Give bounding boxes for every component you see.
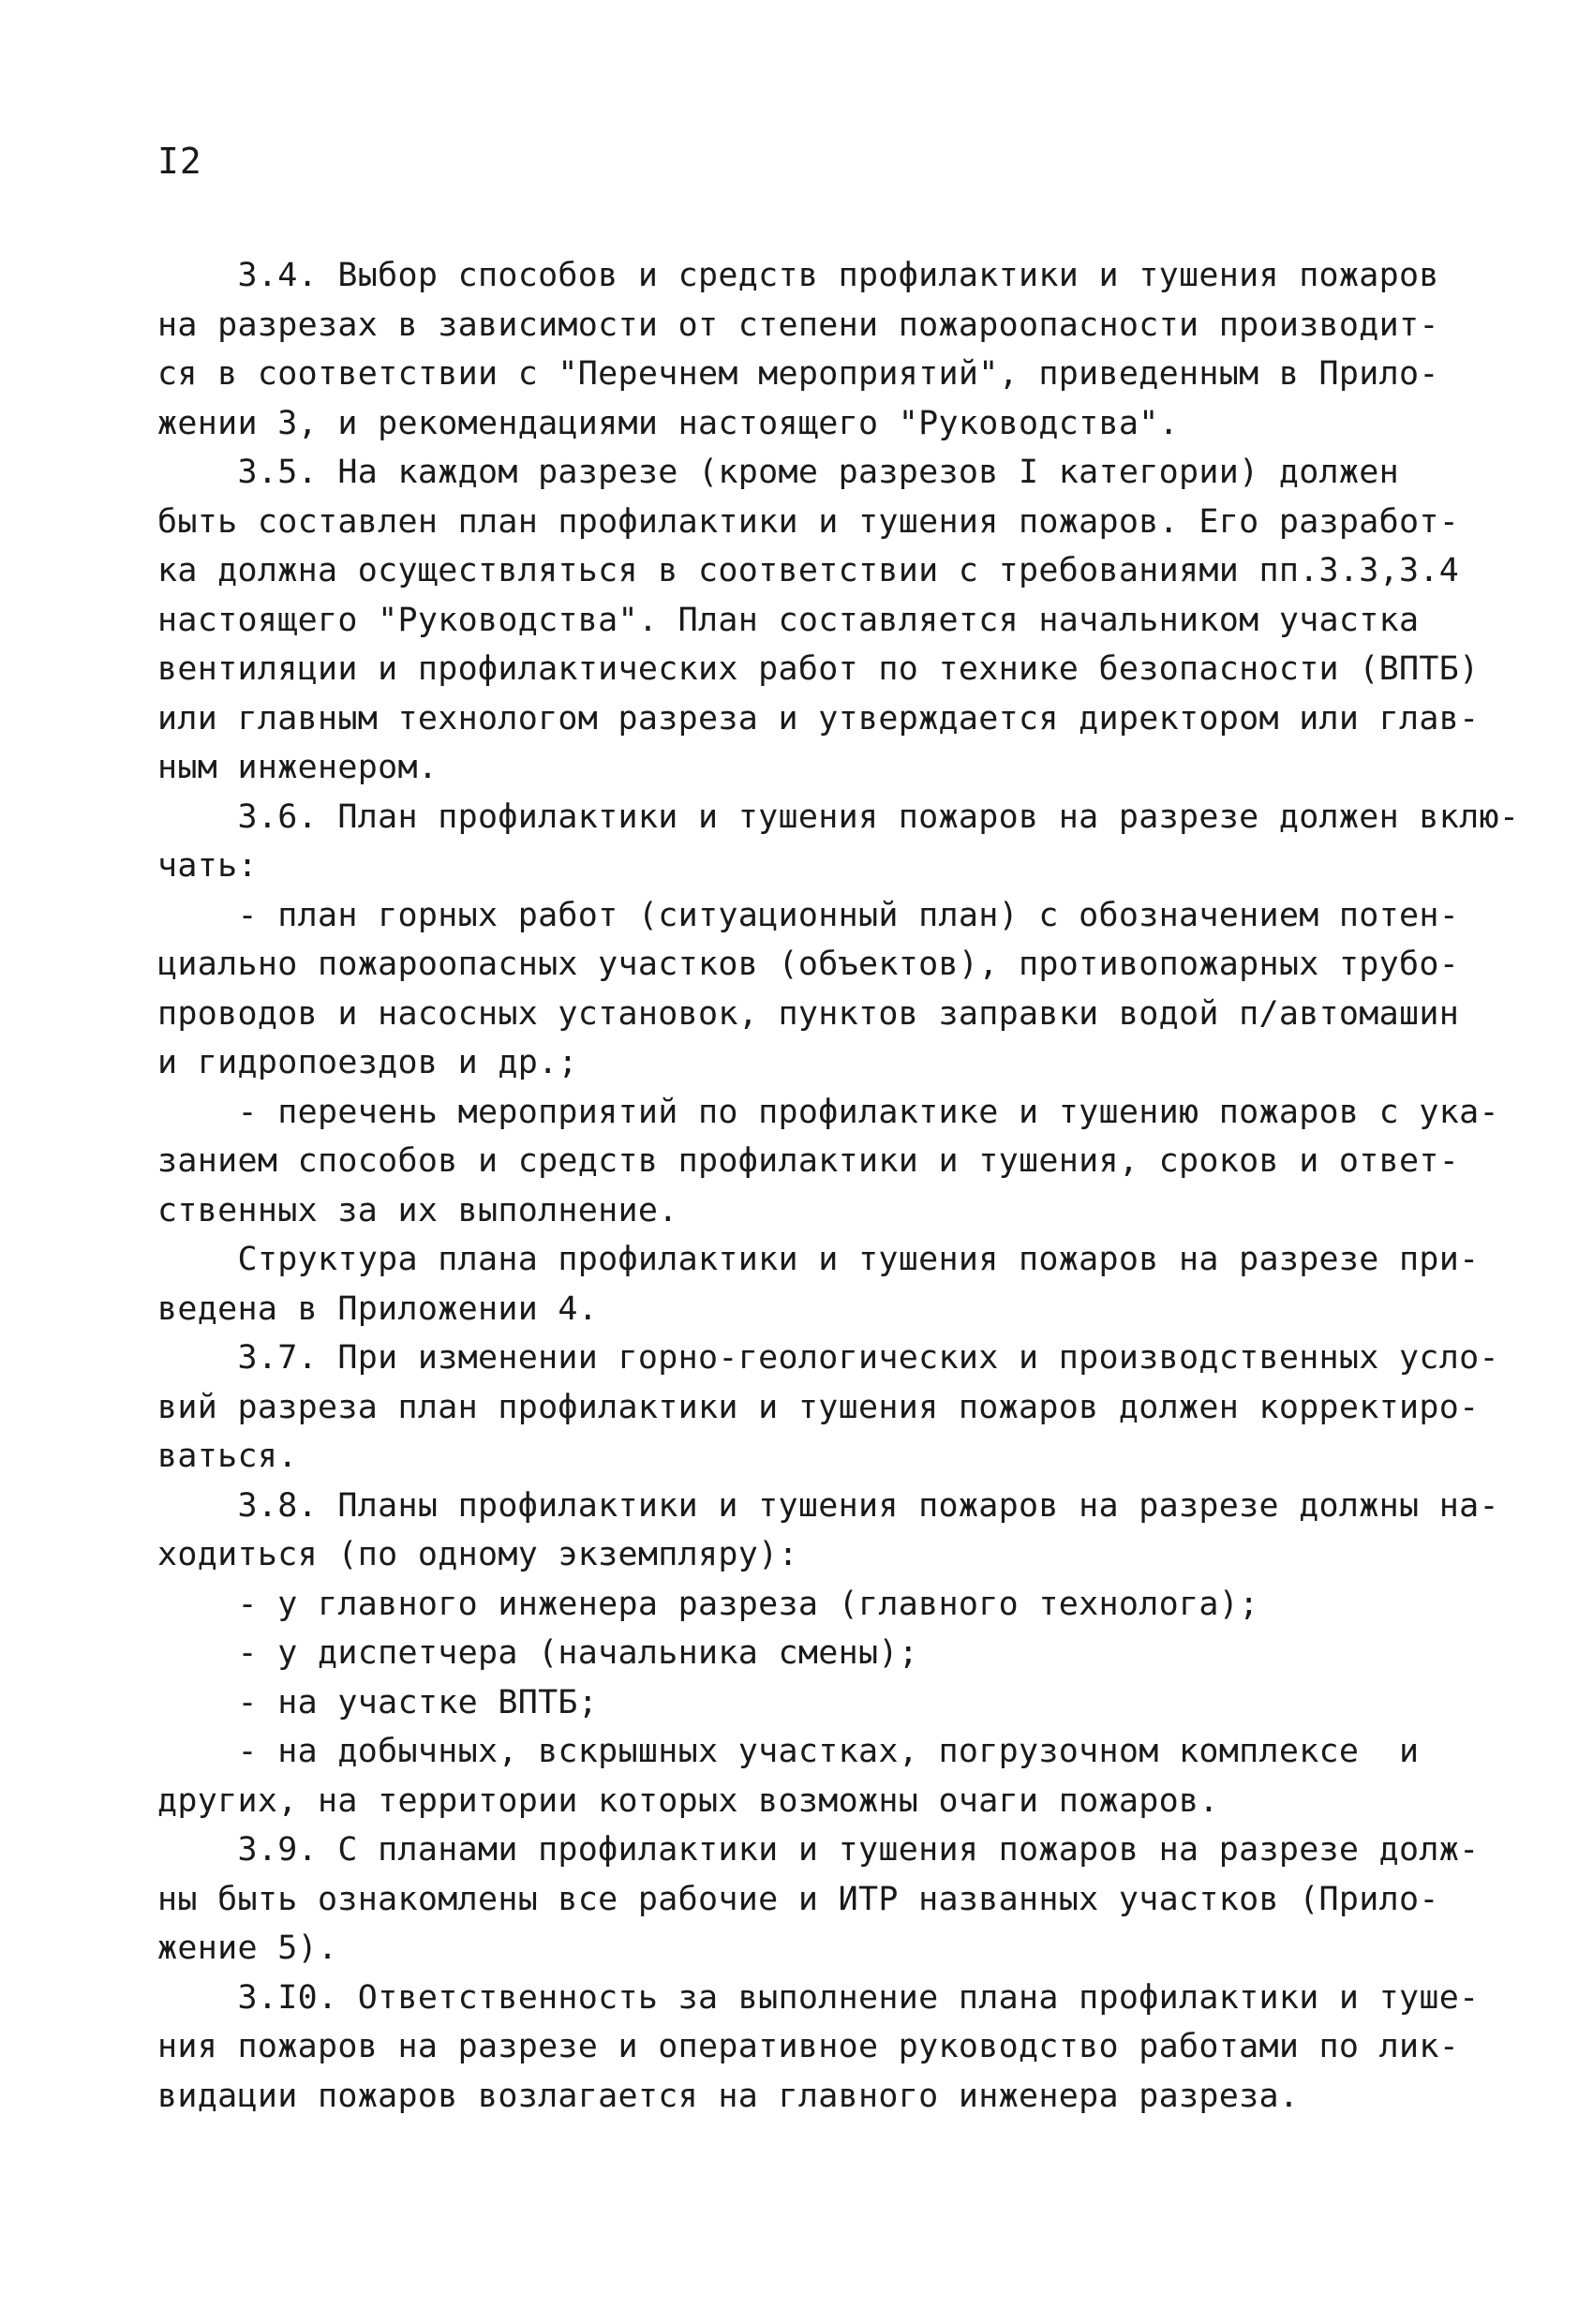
text-line: жение 5).	[157, 1929, 338, 1967]
text-line: вий разреза план профилактики и тушения пожаров должен корректиро-	[157, 1388, 1480, 1426]
text-line: 3.9. С планами профилактики и тушения пожаров на разрезе долж-	[157, 1831, 1480, 1869]
text-line: - у главного инженера разреза (главного технолога);	[157, 1585, 1259, 1623]
text-line: 3.8. Планы профилактики и тушения пожаров на разрезе должны на-	[157, 1486, 1499, 1525]
text-line: ния пожаров на разрезе и оперативное руководство работами по лик-	[157, 2028, 1460, 2065]
text-line: циально пожароопасных участков (объектов), противопожарных трубо-	[157, 946, 1460, 983]
text-line: ны быть ознакомлены все рабочие и ИТР названных участков (Прило-	[157, 1880, 1439, 1918]
text-line: чать:	[157, 847, 258, 885]
text-line: на разрезах в зависимости от степени пожароопасности производит-	[157, 305, 1439, 344]
text-line: или главным технологом разреза и утверждается директором или глав-	[157, 699, 1480, 737]
text-line: ходиться (по одному экземпляру):	[157, 1536, 798, 1573]
text-line: ваться.	[157, 1438, 298, 1475]
text-line: других, на территории которых возможны очаги пожаров.	[157, 1781, 1219, 1820]
text-line: 3.7. При изменении горно-геологических и производственных усло-	[157, 1339, 1499, 1377]
text-line: - на участке ВПТБ;	[157, 1683, 599, 1721]
text-line: 3.6. План профилактики и тушения пожаров на разрезе должен вклю-	[157, 797, 1520, 836]
text-line: ственных за их выполнение.	[157, 1191, 678, 1229]
text-line: ведена в Приложении 4.	[157, 1289, 599, 1328]
text-line: занием способов и средств профилактики и тушения, сроков и ответ-	[157, 1142, 1460, 1180]
text-line: - на добычных, вскрышных участках, погрузочном комплексе и	[157, 1733, 1420, 1770]
text-line: 3.I0. Ответственность за выполнение плана профилактики и туше-	[157, 1978, 1480, 2017]
text-line: - перечень мероприятий по профилактике и тушению пожаров с ука-	[157, 1093, 1499, 1131]
text-line: 3.5. На каждом разрезе (кроме разрезов I категории) должен	[157, 454, 1400, 491]
text-line: быть составлен план профилактики и тушения пожаров. Его разработ-	[157, 502, 1460, 541]
body-text	[157, 251, 1520, 2121]
text-line: настоящего "Руководства". План составляется начальником участка	[157, 601, 1420, 639]
text-line: жении 3, и рекомендациями настоящего "Руководства".	[157, 404, 1179, 442]
text-line: вентиляции и профилактических работ по технике безопасности (ВПТБ)	[157, 650, 1480, 688]
text-line: видации пожаров возлагается на главного инженера разреза.	[157, 2077, 1300, 2115]
page-number: I2	[157, 141, 202, 182]
text-line: 3.4. Выбор способов и средств профилактики и тушения пожаров	[157, 257, 1439, 294]
text-line: - план горных работ (ситуационный план) с обозначением потен-	[157, 896, 1460, 934]
text-line: - у диспетчера (начальника смены);	[157, 1634, 919, 1672]
text-line: Структура плана профилактики и тушения пожаров на разрезе при-	[157, 1241, 1480, 1278]
text-line: ным инженером.	[157, 749, 439, 786]
text-line: ся в соответствии с "Перечнем мероприятий", приведенным в Прило-	[157, 355, 1439, 393]
text-line: проводов и насосных установок, пунктов заправки водой п/автомашин	[157, 994, 1460, 1033]
text-line: и гидропоездов и др.;	[157, 1044, 578, 1081]
text-line: ка должна осуществляться в соответствии с требованиями пп.3.3,3.4	[157, 552, 1460, 589]
